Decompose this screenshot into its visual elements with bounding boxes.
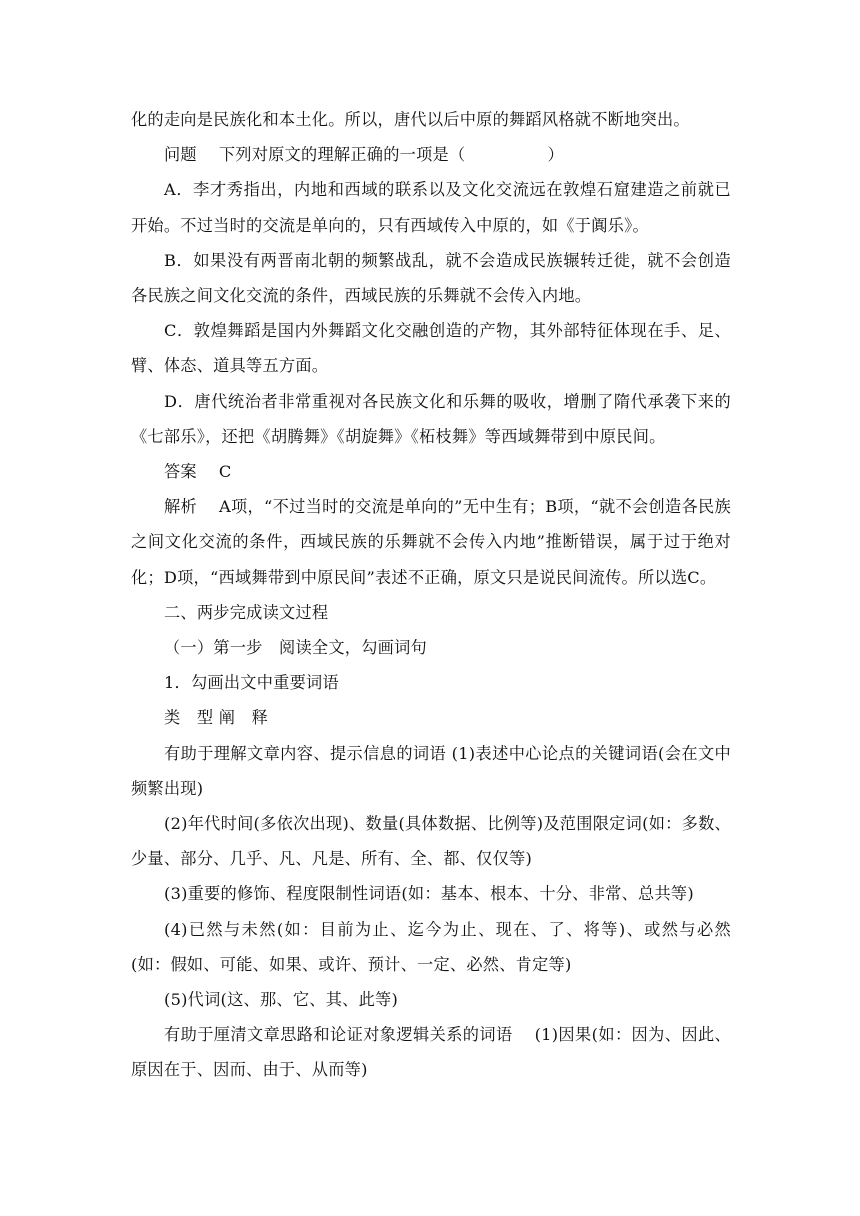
answer-line bbox=[131, 454, 731, 489]
item-heading: 1．勾画出文中重要词语 bbox=[164, 673, 339, 693]
question-close: ） bbox=[547, 145, 564, 165]
table-row: (5)代词(这、那、它、其、此等) bbox=[164, 990, 399, 1010]
analysis-paragraph bbox=[131, 489, 731, 595]
paragraph-continuation: 化的走向是民族化和本土化。所以，唐代以后中原的舞蹈风格就不断地突出。 bbox=[131, 110, 690, 129]
question-label: 问题 bbox=[164, 145, 197, 165]
question-line bbox=[131, 137, 731, 172]
row-detail: (1)因果(如：因为、因此、原因在于、因而、由于、从而等) bbox=[131, 1025, 731, 1080]
analysis-text: A项，“不过当时的交流是单向的”无中生有；B项，“就不会创造各民族之间文化交流的条件，西域民族的乐舞就不会传入内地”推断错误，属于过于绝对化；D项，“西域舞带到中原民间”表述不正确，原文只是说民间流传。所以选C。 bbox=[131, 497, 731, 587]
option-c: C．敦煌舞蹈是国内外舞蹈文化交融创造的产物，其外部特征体现在手、足、臂、体态、道具等五方面。 bbox=[131, 321, 731, 376]
option-a: A．李才秀指出，内地和西域的联系以及文化交流远在敦煌石窟建造之前就已开始。不过当时的交流是单向的，只有西域传入中原的，如《于阗乐》。 bbox=[131, 180, 731, 235]
table-row: (3)重要的修饰、程度限制性词语(如：基本、根本、十分、非常、总共等) bbox=[164, 884, 694, 904]
table-row bbox=[131, 1017, 731, 1087]
table-row: 有助于理解文章内容、提示信息的词语 (1)表述中心论点的关键词语(会在文中频繁出现) bbox=[131, 743, 731, 798]
option-b: B．如果没有两晋南北朝的频繁战乱，就不会造成民族辗转迁徙，就不会创造各民族之间文化交流的条件，西域民族的乐舞就不会传入内地。 bbox=[131, 250, 731, 306]
question-text: 下列对原文的理解正确的一项是（ bbox=[218, 145, 466, 165]
answer-value: C bbox=[218, 462, 232, 482]
step-heading: （一）第一步 阅读全文，勾画词句 bbox=[164, 638, 427, 658]
section-heading: 二、两步完成读文过程 bbox=[164, 602, 329, 622]
analysis-label: 解析 bbox=[164, 497, 198, 517]
document-body bbox=[131, 102, 731, 1088]
row-category: 有助于厘清文章思路和论证对象逻辑关系的词语 bbox=[164, 1025, 513, 1045]
option-d: D．唐代统治者非常重视对各民族文化和乐舞的吸收，增删了隋代承袭下来的《七部乐》，还把《胡腾舞》《胡旋舞》《柘枝舞》等西域舞带到中原民间。 bbox=[131, 391, 731, 446]
table-row: (4)已然与未然(如：目前为止、迄今为止、现在、了、将等)、或然与必然(如：假如、可能、如果、或许、预计、一定、必然、肯定等) bbox=[131, 919, 731, 974]
table-row: (2)年代时间(多依次出现)、数量(具体数据、比例等)及范围限定词(如：多数、少量、部分、几乎、凡、凡是、所有、全、都、仅仅等) bbox=[131, 814, 731, 869]
answer-label: 答案 bbox=[164, 462, 197, 482]
table-header: 类 型 阐 释 bbox=[164, 708, 269, 728]
